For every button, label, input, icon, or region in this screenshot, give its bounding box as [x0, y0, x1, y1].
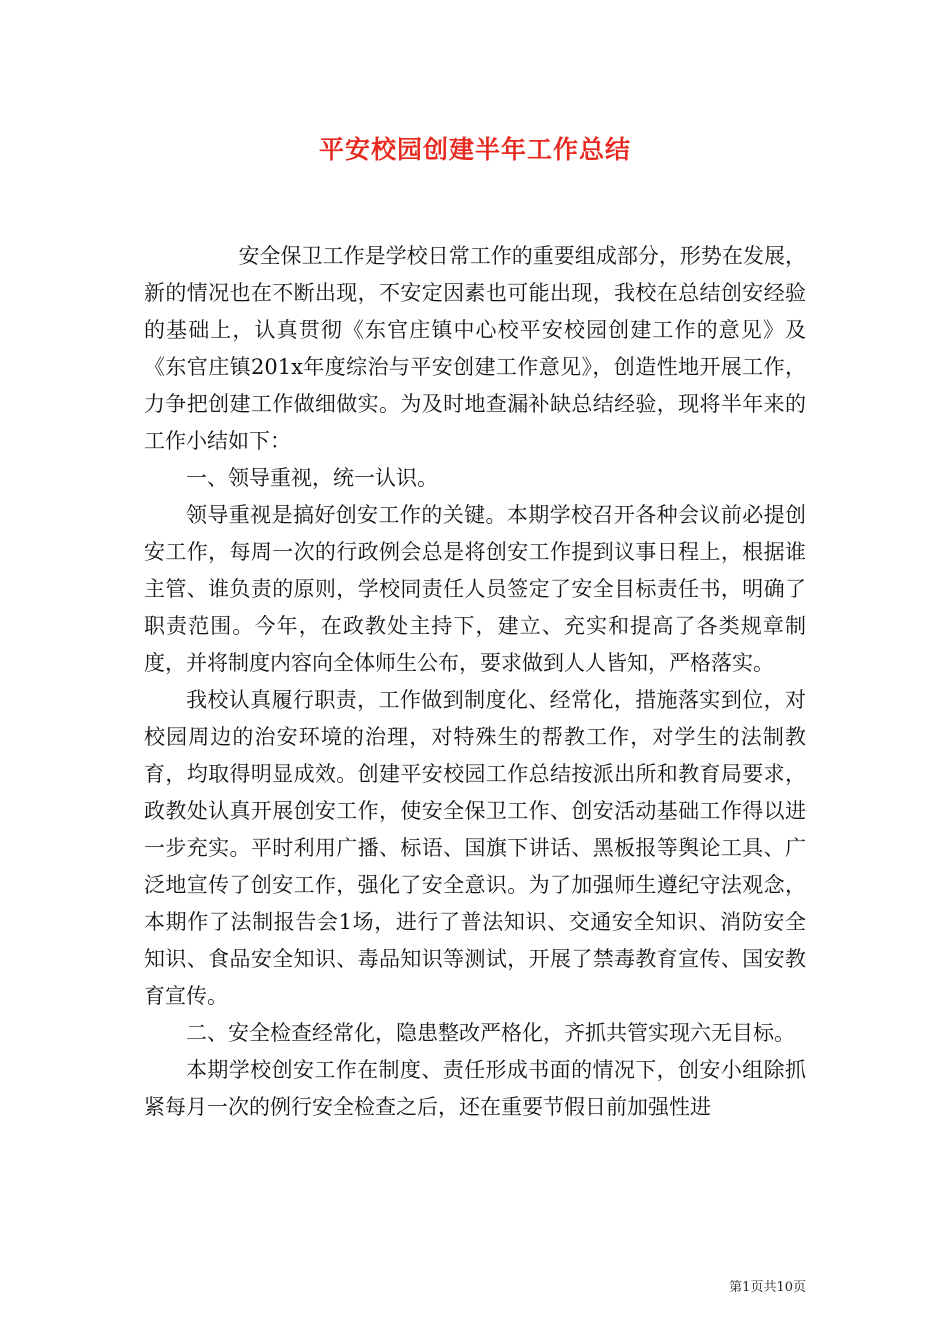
page-number: 第1页共10页	[729, 1280, 806, 1295]
document-body	[144, 238, 806, 1126]
paragraph: 本期学校创安工作在制度、责任形成书面的情况下，创安小组除抓紧每月一次的例行安全检查之后，还在重要节假日前加强性进	[144, 1058, 806, 1119]
paragraph: 领导重视是搞好创安工作的关键。本期学校召开各种会议前必提创安工作，每周一次的行政例会总是将创安工作提到议事日程上，根据谁主管、谁负责的原则，学校同责任人员签定了安全目标责任书，明确了职责范围。今年，在政教处主持下，建立、充实和提高了各类规章制度，并将制度内容向全体师生公布，要求做到人人皆知，严格落实。	[144, 503, 806, 675]
section-heading-1: 一、领导重视，统一认识。	[186, 466, 438, 490]
paragraph-intro: 安全保卫工作是学校日常工作的重要组成部分，形势在发展，新的情况也在不断出现，不安定因素也可能出现，我校在总结创安经验的基础上，认真贯彻《东官庄镇中心校平安校园创建工作的意见》及《东官庄镇201x年度综治与平安创建工作意见》，创造性地开展工作，力争把创建工作做细做实。为及时地查漏补缺总结经验，现将半年来的工作小结如下：	[144, 244, 806, 453]
document-title: 平安校园创建半年工作总结	[318, 135, 631, 164]
section-heading-2: 二、安全检查经常化，隐患整改严格化，齐抓共管实现六无目标。	[186, 1021, 795, 1045]
paragraph: 我校认真履行职责，工作做到制度化、经常化，措施落实到位，对校园周边的治安环境的治理，对特殊生的帮教工作，对学生的法制教育，均取得明显成效。创建平安校园工作总结按派出所和教育局要求，政教处认真开展创安工作，使安全保卫工作、创安活动基础工作得以进一步充实。平时利用广播、标语、国旗下讲话、黑板报等舆论工具、广泛地宣传了创安工作，强化了安全意识。为了加强师生遵纪守法观念，本期作了法制报告会1场，进行了普法知识、交通安全知识、消防安全知识、食品安全知识、毒品知识等测试，开展了禁毒教育宣传、国安教育宣传。	[144, 688, 806, 1008]
